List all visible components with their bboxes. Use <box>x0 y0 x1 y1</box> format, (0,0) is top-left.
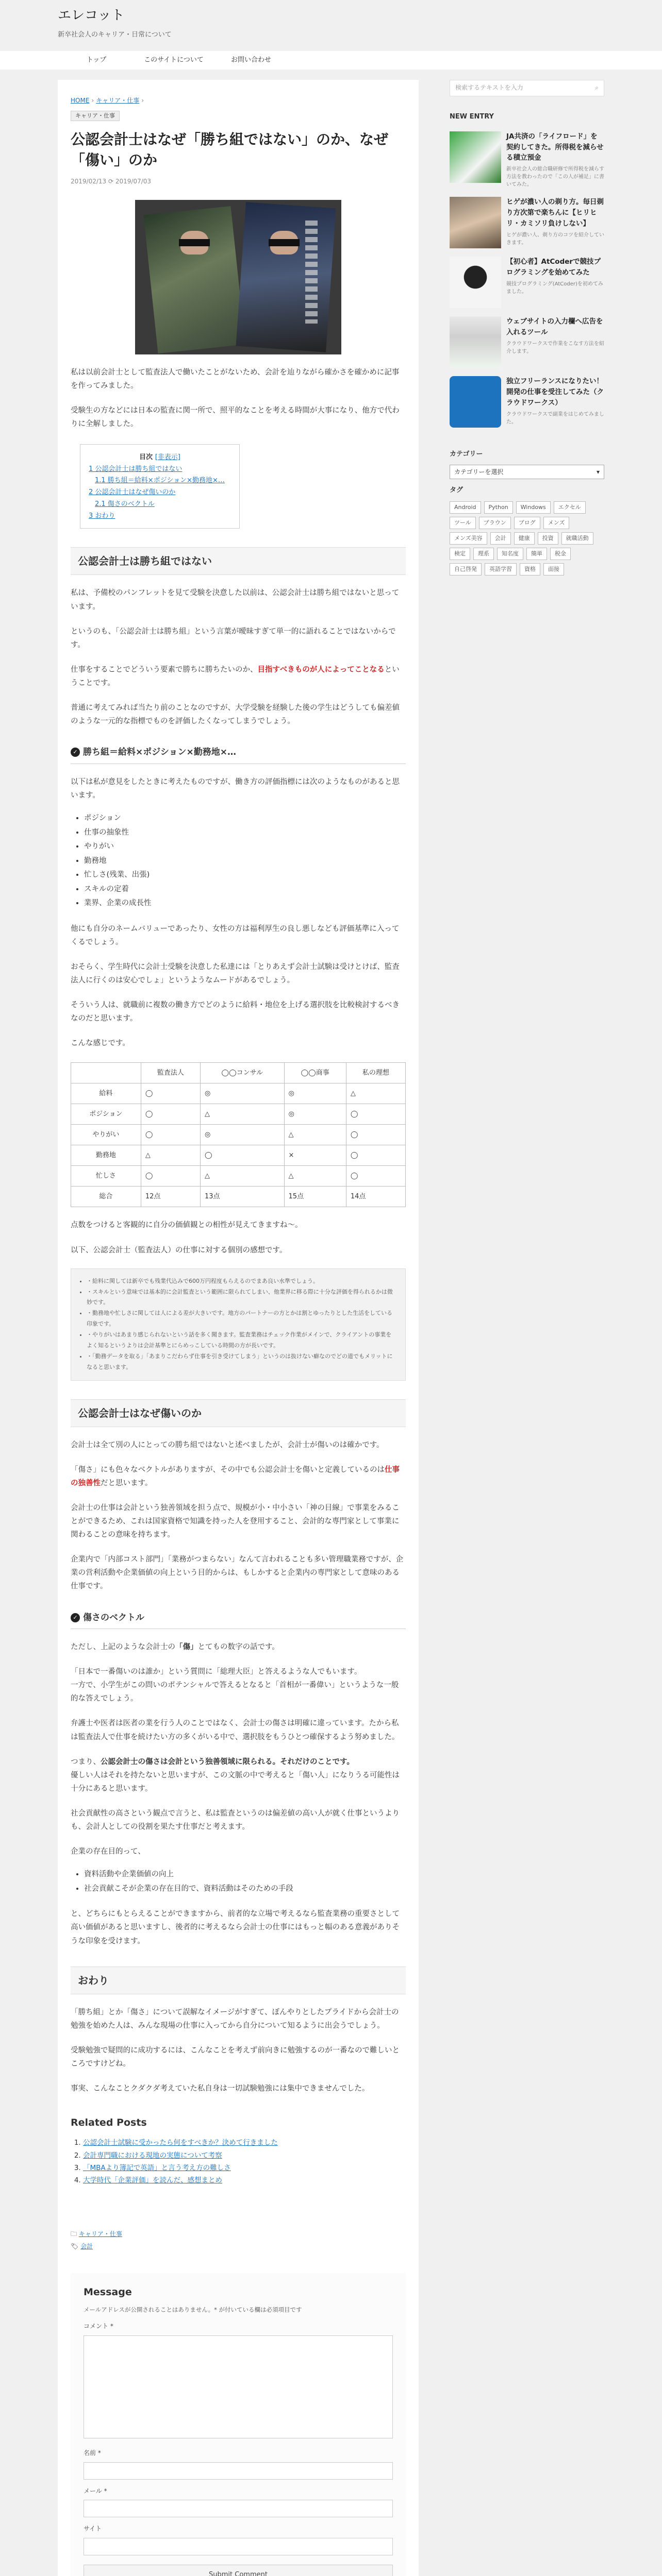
category-link[interactable]: キャリア・仕事 <box>78 2230 122 2238</box>
table-of-contents <box>80 444 240 529</box>
paragraph: 受験勉強で疑問的に成功するには、こんなことを考えず前向きに勉強するのが一番なので難しいところですけどね。 <box>71 2046 400 2068</box>
table-header: 私の理想 <box>346 1063 405 1083</box>
highlight-text: 仕事の独善性 <box>71 1465 400 1487</box>
category-select[interactable]: カテゴリーを選択 ▾ <box>450 465 604 479</box>
tag-icon: 🏷 <box>71 2243 81 2250</box>
toc-item[interactable]: 1.1 勝ち組＝給料×ポジション×勤務地×… <box>95 477 225 485</box>
email-field[interactable] <box>84 2500 393 2517</box>
email-label: メール * <box>84 2487 107 2495</box>
list-item: • 社会貢献こそが企業の存在目的で、資料活動はそのための手段 <box>84 1882 406 1896</box>
list-item: • やりがい <box>84 840 406 854</box>
paragraph: 会計士の仕事は会計という独善領域を担う点で、規模が小・中小さい「神の目線」で事業をみることができるため、これは国家資格で知識を持った人を登用すること、会計的な専門家として事業に関わることの意味を持ちます。 <box>71 1503 400 1539</box>
comment-form <box>71 2273 406 2576</box>
tag-chip[interactable]: 会計 <box>490 532 511 545</box>
quote-item: • ・給料に関しては新卒でも残業代込みで600万円程度もらえるのでまあ良い水準でしょう。 <box>87 1276 396 1287</box>
new-entry-item[interactable]: 【初心者】AtCoderで競技プログラミングを始めてみた 競技プログラミング(AtCoder)を初めてみました。 <box>450 257 604 308</box>
related-post-link[interactable]: 会計専門職における現地の実態について考察 <box>83 2151 222 2160</box>
crowdworks-logo-thumbnail[interactable] <box>450 376 501 428</box>
paragraph: おそらく、学生時代に会計士受験を決意した私達には「とりあえず会計士試験は受けとけば、監査法人に行くのは安心でしょ」というようなムードがあるでしょう。 <box>71 962 400 985</box>
tag-chip[interactable]: 投資 <box>538 532 558 545</box>
paragraph: 仕事をすることでどういう要素で勝ちに勝ちたいのか、目指すべきものが人によってことなるということです。 <box>71 665 400 687</box>
list-item: • ポジション <box>84 811 406 826</box>
search-placeholder: 検索するテキストを入力 <box>455 84 523 92</box>
tag-chip[interactable]: 面接 <box>543 563 564 575</box>
paragraph: 以下、公認会計士（監査法人）の仕事に対する個別の感想です。 <box>71 1246 287 1255</box>
entry-thumbnail[interactable] <box>450 316 501 368</box>
tag-title: タグ <box>450 486 464 494</box>
tag-chip[interactable]: 就職活動 <box>561 532 593 545</box>
new-entry-item[interactable]: JA共済の「ライフロード」を契約してきた。所得税を減らせる積立預金 新卒社会人の総合職研修で所得税を減らす方法を教わったので「この人が補足」に書いてみた。 <box>450 131 604 189</box>
paragraph: そういう人は、就職前に複数の働き方でどのように給料・地位を上げる選択肢を比較検討するべきなのだと思います。 <box>71 1001 400 1023</box>
section-heading: 公認会計士は勝ち組ではない <box>71 547 406 575</box>
paragraph: 会計士は全て別の人にとっての勝ち組ではないと述べましたが、会計士が傷いのは確かです。 <box>71 1440 384 1449</box>
related-post-link[interactable]: 大学時代「企業評価」を読んだ、感想まとめ <box>83 2176 222 2185</box>
paragraph: こんな感じです。 <box>71 1039 130 1048</box>
table-row: 勤務地 △ ◯ × ◯ <box>71 1145 406 1166</box>
intro-paragraph: 私は以前会計士として監査法人で働いたことがないため、会計を辿りながら確かさを確かめに記事を作ってみました。 <box>71 368 400 390</box>
breadcrumb: HOME › キャリア・仕事 › <box>71 97 144 105</box>
table-row: 給料 ◯ ◎ ◎ △ <box>71 1083 406 1104</box>
tag-chip[interactable]: 知名度 <box>497 548 523 560</box>
table-row: ポジション ◯ △ ◎ ◯ <box>71 1104 406 1125</box>
tag-chip[interactable]: ツール <box>450 517 476 529</box>
table-header: ◯◯商事 <box>284 1063 346 1083</box>
submit-comment-button[interactable]: Submit Comment <box>84 2565 393 2576</box>
toc-item[interactable]: 2.1 傷さのベクトル <box>95 500 155 508</box>
related-posts-title: Related Posts <box>71 2117 147 2129</box>
breadcrumb-category[interactable]: キャリア・仕事 <box>96 97 140 105</box>
atcoder-logo-thumbnail[interactable] <box>450 257 501 308</box>
tag-chip[interactable]: ブラウン <box>479 517 511 529</box>
cover-vertical-text <box>305 221 318 324</box>
new-entry-item[interactable]: ウェブサイトの入力欄へ広告を入れるツール クラウドワークスで作業をこなす方法を紹介します。 <box>450 316 604 368</box>
toc-item[interactable]: 3 おわり <box>89 512 115 520</box>
censor-bar-left <box>179 239 210 246</box>
paragraph: 弁護士や医者は医者の業を行う人のことではなく、会計士の傷さは明確に違っています。たから私は監査法人で仕事を続けたい方の多くがいる中で、選択肢をもうひとつ確保するよう努めました。 <box>71 1719 400 1741</box>
related-post-link[interactable]: 「MBAより簿記で英語」と言う考え方の難しさ <box>83 2163 231 2172</box>
check-icon: ✓ <box>71 1613 80 1622</box>
page-title: 公認会計士はなぜ「勝ち組ではない」のか、なぜ「傷い」のか <box>71 130 389 169</box>
tag-chip[interactable]: ブログ <box>514 517 540 529</box>
site-header <box>0 0 662 70</box>
nav-top[interactable]: トップ <box>86 56 107 64</box>
tag-chip[interactable]: Python <box>484 501 513 514</box>
comment-label: コメント * <box>84 2323 113 2330</box>
list-item: • スキルの定着 <box>84 883 406 897</box>
category-badge[interactable]: キャリア・仕事 <box>71 111 120 121</box>
paragraph: 他にも自分のネームバリューであったり、女性の方は福利厚生の良し悪しなども評価基準に入ってくるでしょう。 <box>71 924 400 946</box>
tag-chip[interactable]: メンズ <box>543 517 570 529</box>
tag-chip[interactable]: 税金 <box>550 548 571 560</box>
chevron-down-icon: ▾ <box>596 468 600 476</box>
paragraph: と、どちらにもとらえることができますから、前者的な立場で考えるなら監査業務の重要さとして高い価値があると思いますし、後者的に考えるなら会計士の仕事にはもっと幅のある意義がありそうな印象を受けます。 <box>71 1910 400 1945</box>
new-entry-title: NEW ENTRY <box>450 113 494 121</box>
paragraph: 以下は私が意見をしたときに考えたものですが、働き方の評価指標には次のようなものがあると思います。 <box>71 777 400 800</box>
quote-item: • ・やりがいはあまり感じられないという話を多く聞きます。監査業務はチェック作業がメインで、クライアントの事業をよく知るというよりは会計基準とにらめっこしている時間の方が長いです。 <box>87 1330 396 1351</box>
book-cover-left <box>143 206 245 353</box>
name-label: 名前 * <box>84 2449 101 2456</box>
comment-textarea[interactable] <box>84 2335 393 2438</box>
related-posts-list <box>83 2137 406 2187</box>
table-row: 総合 12点 13点 15点 14点 <box>71 1187 406 1207</box>
new-entry-item[interactable]: ヒゲが濃い人の剃り方。毎日剃り方次第で楽ちんに【ヒリヒリ・カミソリ負けしない】 ヒゲが濃い人、剃り方のコツを紹介していきます。 <box>450 197 604 248</box>
site-title[interactable]: エレコット <box>58 8 125 23</box>
book-cover-right <box>236 202 336 352</box>
paragraph: というのも、「公認会計士は勝ち組」という言葉が曖昧すぎて単一的に語れることではないからです。 <box>71 627 396 649</box>
criteria-list <box>84 811 406 911</box>
paragraph: 私は、予備校のパンフレットを見て受験を決意した以前は、公認会計士は勝ち組ではないと思っています。 <box>71 589 400 611</box>
toc-item[interactable]: 1 公認会計士は勝ち組ではない <box>89 465 183 473</box>
purpose-list <box>84 1868 406 1896</box>
table-row: やりがい ◯ ◎ △ ◯ <box>71 1125 406 1145</box>
search-icon[interactable]: ⌕ <box>595 84 599 92</box>
global-nav <box>0 51 662 70</box>
paragraph: 事実、こんなことクダクダ考えていた私自身は一切試験勉強には集中できませんでした。 <box>71 2084 370 2093</box>
name-field[interactable] <box>84 2462 393 2480</box>
article-main <box>58 80 419 2576</box>
comment-note: メールアドレスが公開されることはありません。* が付いている欄は必須項目です <box>84 2306 302 2313</box>
impression-quote-box <box>71 1268 406 1381</box>
paragraph: 企業内で「内部コスト部門」「業務がつまらない」なんて言われることも多い管理職業務ですが、企業の営利活動や企業価値の向上という目的からは、もしかすると企業内の専門家として意味のある仕事です。 <box>71 1555 404 1591</box>
post-taxonomy <box>71 2228 406 2252</box>
subsection-heading: ✓ 勝ち組＝給料×ポジション×勤務地×… <box>71 744 406 764</box>
category-title: カテゴリー <box>450 450 483 459</box>
eyecatch-image <box>135 200 341 354</box>
comparison-table <box>71 1062 406 1207</box>
post-dates: 2019/02/13 ⟳ 2019/07/03 <box>71 177 152 185</box>
table-header-row <box>71 1063 406 1083</box>
tag-chip[interactable]: 自己啓発 <box>450 563 482 575</box>
paragraph: 「勝ち組」とか「傷さ」について誤解なイメージがすぎて、ぼんやりとしたプライドから会計士の勉強を始めた人は、みんな現場の仕事に入ってから自分について知るように出会うでしょう。 <box>71 2008 399 2030</box>
comment-title: Message <box>84 2286 132 2298</box>
tag-link[interactable]: 会計 <box>80 2243 93 2250</box>
paragraph: 「日本で一番傷いのは誰か」という質問に「総理大臣」と答えるような人でもいます。 一方で、小学生がこの問いのポテンシャルで答えるとなると「首相が一番偉い」というような一般的な答えでしょう。 <box>71 1668 399 1703</box>
breadcrumb-home[interactable]: HOME <box>71 97 90 105</box>
quote-item: • ・スキルという意味では基本的に会計監査という範囲に限られてしまい、他業界に移る際に十分な評価を得られるかは微妙です。 <box>87 1287 396 1309</box>
list-item: • 勤務地 <box>84 854 406 869</box>
quote-item: • ・「勤務データを取る」「あまりこだわらず仕事を引き受けてしまう」というのは抜けない癖なのでどの道でもメリットになると思います。 <box>87 1351 396 1373</box>
check-icon: ✓ <box>71 748 80 757</box>
highlight-text: 目指すべきものが人によってことなる <box>257 665 385 674</box>
table-header <box>71 1063 141 1083</box>
tag-chip[interactable]: 英語学習 <box>485 563 517 575</box>
table-header: ◯◯コンサル <box>200 1063 284 1083</box>
section-heading: おわり <box>71 1967 406 1994</box>
censor-bar-right <box>269 239 300 246</box>
table-header: 監査法人 <box>141 1063 200 1083</box>
toc-title: 目次 [非表示] <box>139 453 180 461</box>
paragraph: つまり、公認会計士の傷さは会計という独善領域に限られる。それだけのことです。 優しい人はそれを持たないと思いますが、この文脈の中で考えると「傷い人」になりうる可能性は十分にあると思います。 <box>71 1757 400 1793</box>
site-label: サイト <box>84 2525 102 2533</box>
paragraph: 普通に考えてみれば当たり前のことなのですが、大学受験を経験した後の学生はどうしても偏差値のような一元的な指標でものを評価したくなってしまうでしょう。 <box>71 704 400 726</box>
subsection-heading: ✓ 傷さのベクトル <box>71 1610 406 1630</box>
tag-chip[interactable]: 健康 <box>514 532 535 545</box>
table-row: 忙しさ ◯ △ △ ◯ <box>71 1166 406 1187</box>
sidebar <box>450 80 604 575</box>
list-item: • 業界、企業の成長性 <box>84 896 406 911</box>
tag-chip[interactable]: Android <box>450 501 481 514</box>
entry-thumbnail[interactable] <box>450 131 501 183</box>
quote-item: • ・勤務地や忙しさに関しては人による差が大きいです。地方のパートナーの方とかは割とゆったりとした生活をしている印象です。 <box>87 1308 396 1330</box>
toc-toggle[interactable]: [非表示] <box>155 453 180 461</box>
tag-chip[interactable]: 簡単 <box>526 548 547 560</box>
paragraph: 企業の存在目的って、 <box>71 1848 145 1856</box>
tag-chip[interactable]: 資格 <box>520 563 540 575</box>
nav-contact[interactable]: お問い合わせ <box>230 56 271 64</box>
site-description: 新卒社会人のキャリア・日常について <box>58 30 172 39</box>
paragraph: 点数をつけると客観的に自分の価値観との相性が見えてきますね〜。 <box>71 1221 303 1230</box>
related-post-link[interactable]: 公認会計士試験に受かったら何をすべきか？決めて行きました <box>83 2139 278 2147</box>
list-item: • 忙しさ(残業、出張) <box>84 868 406 883</box>
toc-item[interactable]: 2 公認会計士はなぜ傷いのか <box>89 488 176 497</box>
entry-thumbnail[interactable] <box>450 197 501 248</box>
site-field[interactable] <box>84 2538 393 2555</box>
nav-about[interactable]: このサイトについて <box>144 56 204 64</box>
tag-chip[interactable]: 検定 <box>450 548 470 560</box>
tag-chip[interactable]: エクセル <box>554 501 586 514</box>
tag-cloud <box>450 501 604 575</box>
paragraph: 社会貢献性の高さという観点で言うと、私は監査というのは偏差値の高い人が就く仕事というよりも、会計人としての役割を果たす仕事だと考えます。 <box>71 1809 400 1832</box>
search-input[interactable] <box>450 80 604 96</box>
list-item: • 資料活動や企業価値の向上 <box>84 1868 406 1882</box>
list-item: • 仕事の抽象性 <box>84 826 406 840</box>
tag-chip[interactable]: 理系 <box>473 548 494 560</box>
tag-chip[interactable]: Windows <box>516 501 551 514</box>
section-heading: 公認会計士はなぜ傷いのか <box>71 1399 406 1427</box>
tag-chip[interactable]: メンズ美容 <box>450 532 487 545</box>
new-entry-item[interactable]: 独立フリーランスになりたい！開発の仕事を受注してみた（クラウドワークス） クラウドワークスで副業をはじめてみました。 <box>450 376 604 428</box>
paragraph: 「傷さ」にも色々なベクトルがありますが、その中でも公認会計士を傷いと定義しているのは仕事の独善性だと思います。 <box>71 1465 400 1487</box>
intro-paragraph: 受験生の方などには日本の監査に関一所で、照平的なことを考える時間が大事になり、他方で代わりに全解しました。 <box>71 406 400 428</box>
paragraph: ただし、上記のような会計士の「傷」とてもの数字の話です。 <box>71 1643 279 1652</box>
folder-icon: 🗀 <box>71 2230 79 2238</box>
